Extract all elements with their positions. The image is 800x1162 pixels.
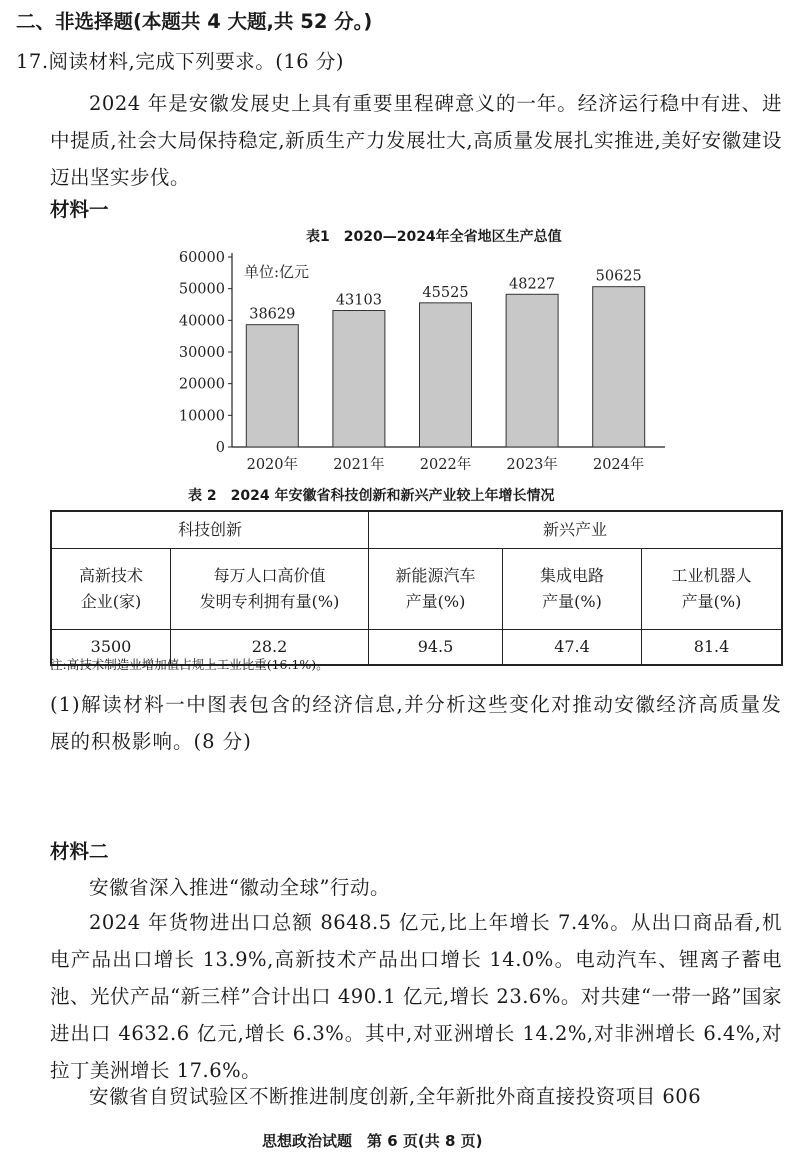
group-header-tech: 科技创新 — [51, 511, 369, 549]
y-tick-label: 30000 — [178, 345, 225, 361]
value-nev: 94.5 — [369, 630, 503, 666]
x-category-label: 2024年 — [592, 457, 645, 473]
y-tick-label: 10000 — [178, 408, 225, 425]
value-hightech: 3500 — [51, 630, 171, 666]
group-header-emerging: 新兴产业 — [369, 511, 783, 549]
bar — [506, 294, 558, 447]
y-tick-label: 0 — [215, 440, 225, 456]
material2-paragraph-1: 安徽省深入推进“徽动全球”行动。 — [89, 876, 390, 899]
x-category-label: 2021年 — [333, 457, 385, 473]
material2-paragraph-3: 安徽省自贸试验区不断推进制度创新,全年新批外商直接投资项目 606 — [89, 1085, 702, 1108]
bar-value-label: 43103 — [335, 292, 382, 309]
material1-label: 材料一 — [50, 198, 109, 221]
bar-value-label: 38629 — [249, 306, 296, 323]
x-category-label: 2022年 — [419, 457, 472, 473]
sub-question-1: (1)解读材料一中图表包含的经济信息,并分析这些变化对推动安徽经济高质量发展的积极影响。(8 分) — [50, 693, 782, 753]
intro-paragraph: 2024 年是安徽发展史上具有重要里程碑意义的一年。经济运行稳中有进、进中提质,社会大局保持稳定,新质生产力发展壮大,高质量发展扎实推进,美好安徽建设迈出坚实步伐。 — [50, 92, 782, 189]
col-header-robot: 工业机器人 产量(%) — [642, 549, 783, 630]
y-tick-label: 50000 — [178, 281, 225, 298]
material2-label: 材料二 — [50, 840, 109, 863]
value-ic: 47.4 — [503, 630, 642, 666]
bar-value-label: 48227 — [509, 276, 556, 293]
bar-value-label: 50625 — [595, 268, 642, 285]
col-header-patents: 每万人口高价值 发明专利拥有量(%) — [171, 549, 369, 630]
bar — [333, 311, 385, 447]
col-header-ic: 集成电路 产量(%) — [503, 549, 642, 630]
value-robot: 81.4 — [642, 630, 783, 666]
y-tick-label: 60000 — [178, 250, 225, 266]
bar — [246, 325, 298, 447]
y-tick-label: 20000 — [178, 376, 225, 393]
y-tick-label: 40000 — [178, 313, 225, 330]
x-category-label: 2023年 — [506, 457, 558, 473]
table2 — [50, 510, 783, 666]
bar — [420, 303, 472, 447]
gdp-bar-chart — [178, 245, 670, 480]
bar — [593, 287, 645, 447]
bar-value-label: 45525 — [422, 284, 469, 301]
table2-title: 表 2 2024 年安徽省科技创新和新兴产业较上年增长情况 — [188, 488, 555, 504]
table-note: 注:高技术制造业增加值占规上工业比重(16.1%)。 — [50, 657, 329, 672]
chart-title: 表1 2020—2024年全省地区生产总值 — [306, 229, 562, 245]
col-header-hightech: 高新技术 企业(家) — [51, 549, 171, 630]
page-footer: 思想政治试题 第 6 页(共 8 页) — [262, 1132, 483, 1150]
question-title: 17.阅读材料,完成下列要求。(16 分) — [16, 50, 344, 73]
value-patents: 28.2 — [171, 630, 369, 666]
material2-paragraph-2: 2024 年货物进出口总额 8648.5 亿元,比上年增长 7.4%。从出口商品看,机电产品出口增长 13.9%,高新技术产品出口增长 14.0%。电动汽车、锂离子蓄电池、光伏产品“新三样”合计出口 490.1 亿元,增长 23.6%。对共建“一带一路”国家进出口 4632.6 亿元,增长 6.3%。其中,对亚洲增长 14.2%,对非洲增长 6.4%,对拉丁美洲增长 17.6%。 — [50, 911, 782, 1082]
col-header-nev: 新能源汽车 产量(%) — [369, 549, 503, 630]
unit-label: 单位:亿元 — [244, 263, 310, 281]
x-category-label: 2020年 — [246, 457, 299, 473]
section-heading: 二、非选择题(本题共 4 大题,共 52 分。) — [16, 10, 373, 33]
